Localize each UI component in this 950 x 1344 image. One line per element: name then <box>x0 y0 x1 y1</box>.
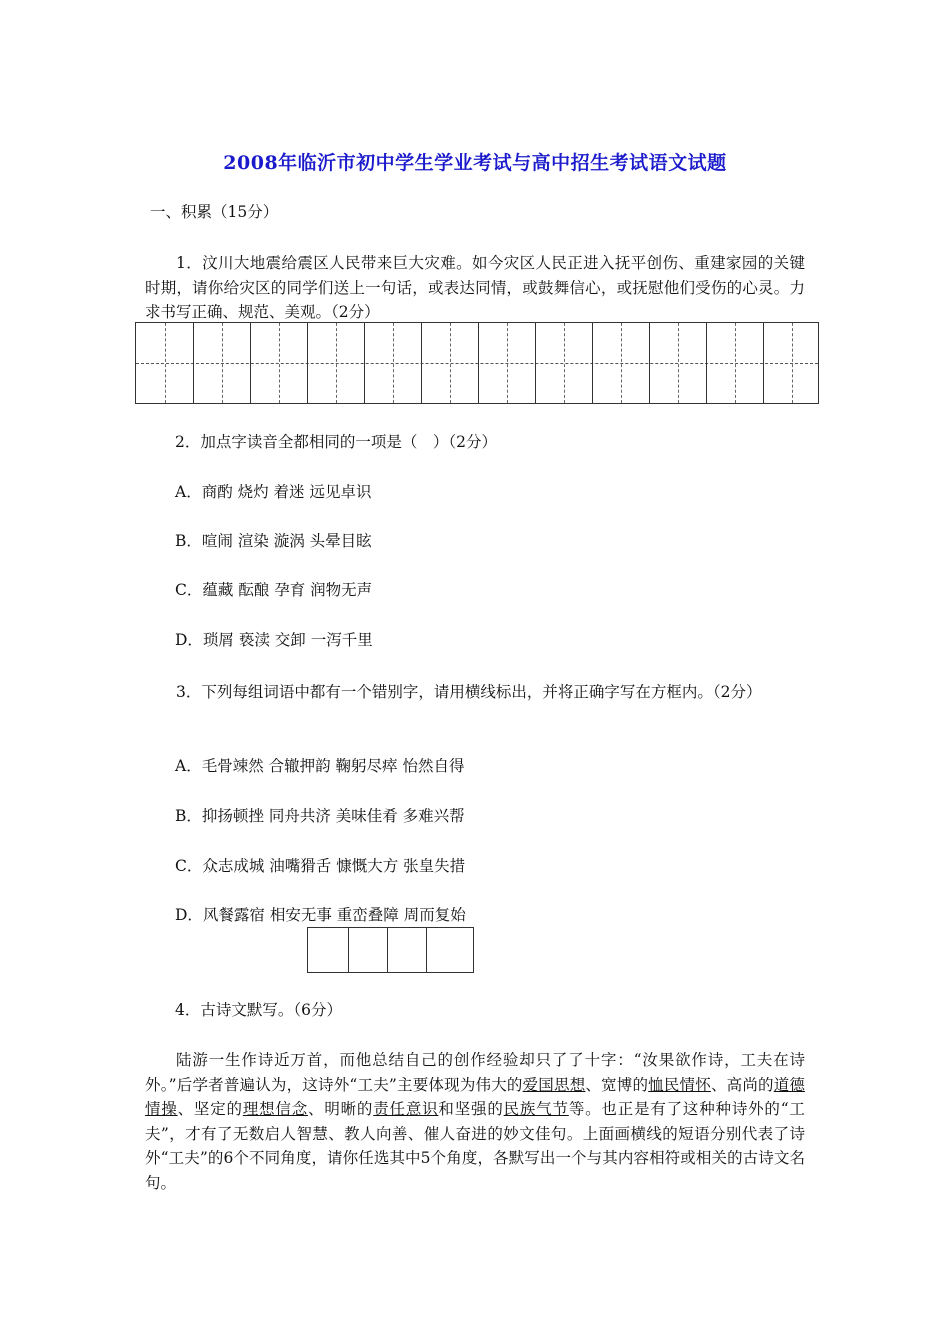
grid-cell-guide <box>222 323 223 403</box>
question-2-option-c: C．蕴藏 酝酿 孕育 润物无声 <box>175 581 373 599</box>
grid-cell-guide <box>564 323 565 403</box>
exam-title: 2008年临沂市初中学生学业考试与高中招生考试语文试题 <box>223 152 727 174</box>
passage-text: 、宽博的 <box>585 1075 649 1094</box>
passage-text: 、明晰的 <box>308 1100 374 1118</box>
underlined-phrase: 道德情操 <box>145 1075 805 1118</box>
question-2-stem: 2．加点字读音全都相同的一项是（ ）（2分） <box>175 433 497 451</box>
underlined-phrase: 恤民情怀 <box>648 1075 711 1094</box>
grid-cell-divider <box>478 323 479 403</box>
grid-cell-guide <box>792 323 793 403</box>
question-2-option-b: B．喧闹 渲染 漩涡 头晕目眩 <box>175 532 372 550</box>
grid-cell-divider <box>421 323 422 403</box>
passage-text: 、坚定的 <box>177 1100 243 1118</box>
answer-boxes[interactable] <box>307 927 474 973</box>
grid-cell-guide <box>165 323 166 403</box>
answer-box-divider <box>387 928 388 972</box>
grid-cell-guide <box>393 323 394 403</box>
grid-cell-guide <box>735 323 736 403</box>
underlined-phrase: 民族气节 <box>503 1100 569 1118</box>
passage-text: 和坚强的 <box>438 1100 504 1118</box>
grid-cell-divider <box>706 323 707 403</box>
passage-text: 陆游一生作诗近万首，而他总结自己的创作经验却只了了十字：“汝果欲作诗，工夫在诗外。”后学者普遍认为，这诗外“工夫”主要体现为伟大的 <box>145 1051 805 1094</box>
grid-cell-divider <box>763 323 764 403</box>
question-3-option-b: B．抑扬顿挫 同舟共济 美味佳肴 多难兴帮 <box>175 807 465 825</box>
grid-cell-divider <box>592 323 593 403</box>
underlined-phrase: 理想信念 <box>242 1100 309 1118</box>
question-3-option-a: A．毛骨竦然 合辙押韵 鞠躬尽瘁 怡然自得 <box>175 757 465 775</box>
grid-cell-guide <box>507 323 508 403</box>
grid-cell-divider <box>364 323 365 403</box>
grid-cell-divider <box>250 323 251 403</box>
section-heading: 一、积累（15分） <box>150 203 279 221</box>
question-2-option-d: D．琐屑 亵渎 交卸 一泻千里 <box>175 631 373 649</box>
grid-cell-guide <box>336 323 337 403</box>
grid-cell-guide <box>450 323 451 403</box>
question-1: 1．汶川大地震给震区人民带来巨大灾难。如今灾区人民正进入抚平创伤、重建家园的关键时期，请你给灾区的同学们送上一句话，或表达同情，或鼓舞信心，或抚慰他们受伤的心灵。力求书写正确、规范、美观。（2分） <box>145 254 805 321</box>
grid-cell-guide <box>621 323 622 403</box>
grid-cell-divider <box>193 323 194 403</box>
question-4-stem: 4．古诗文默写。（6分） <box>175 1001 342 1019</box>
underlined-phrase: 责任意识 <box>373 1100 439 1118</box>
grid-cell-guide <box>279 323 280 403</box>
grid-midline <box>136 363 818 364</box>
answer-box-divider <box>348 928 349 972</box>
answer-box-divider <box>426 928 427 972</box>
passage-text: 等。也正是有了这种种诗外的“工夫”，才有了无数启人智慧、教人向善、催人奋进的妙文佳句。上面画横线的短语分别代表了诗外“工夫”的6个不同角度，请你任选其中5个角度，各默写出一个与其内容相符或相关的古诗文名句。 <box>145 1100 805 1192</box>
grid-cell-guide <box>678 323 679 403</box>
question-2-option-a: A．商酌 烧灼 着迷 远见卓识 <box>175 483 372 501</box>
passage-text: 、高尚的 <box>710 1075 774 1094</box>
question-3-option-d: D．风餐露宿 相安无事 重峦叠障 周而复始 <box>175 906 466 924</box>
underlined-phrase: 爱国思想 <box>522 1075 586 1094</box>
question-4-passage <box>145 1048 805 1195</box>
question-3-option-c: C．众志成城 油嘴猾舌 慷慨大方 张皇失措 <box>175 857 466 875</box>
question-3-stem: 3．下列每组词语中都有一个错别字，请用横线标出，并将正确字写在方框内。（2分） <box>176 683 762 701</box>
grid-cell-divider <box>307 323 308 403</box>
writing-grid[interactable] <box>135 322 819 404</box>
grid-cell-divider <box>649 323 650 403</box>
grid-cell-divider <box>535 323 536 403</box>
